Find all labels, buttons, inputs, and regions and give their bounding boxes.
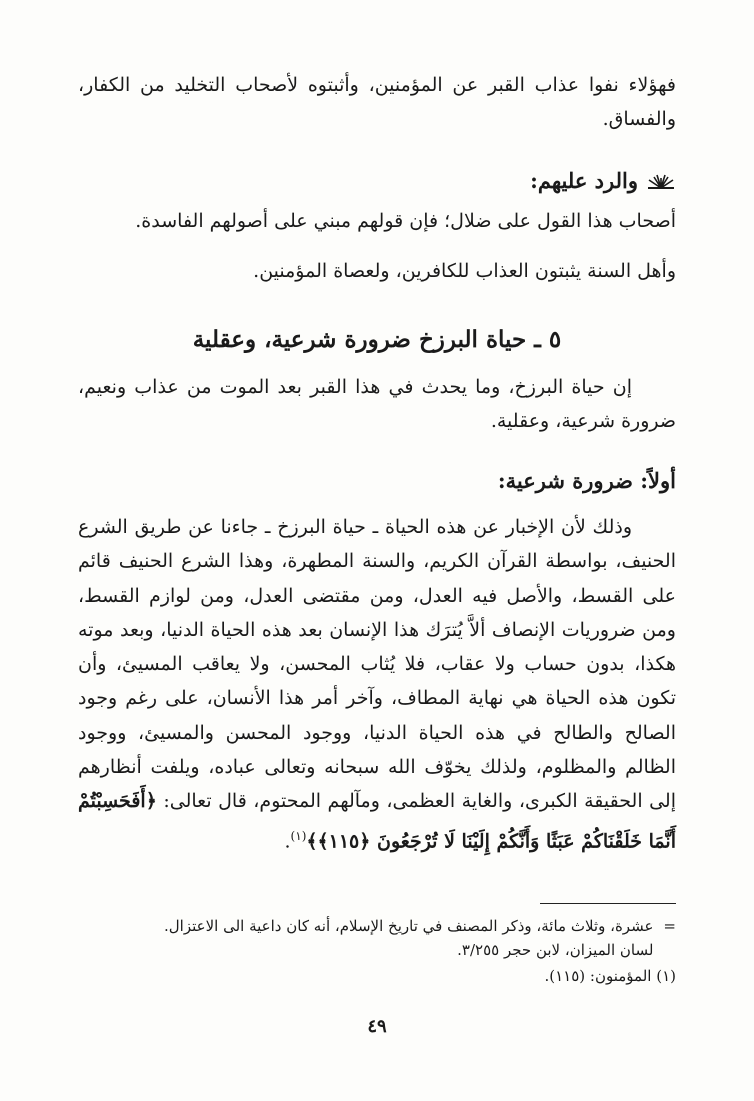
reply-paragraph-2: وأهل السنة يثبتون العذاب للكافرين، ولعصاة المؤمنين. bbox=[253, 260, 676, 283]
footnote-continued-line-1: عشرة، وثلاث مائة، وذكر المصنف في تاريخ الإسلام، أنه كان داعية الى الاعتزال. bbox=[164, 917, 654, 935]
reply-block bbox=[78, 204, 676, 289]
first-heading: أولاً: ضرورة شرعية: bbox=[497, 468, 676, 493]
quran-verse: ﴿أَفَحَسِبْتُمْ أَنَّمَا خَلَقْنَاكُمْ عَبَثًا وَأَنَّكُمْ إِلَيْنَا لَا تُرْجَعُونَ ﴿١١٥﴾﴾ bbox=[78, 790, 676, 852]
main-block bbox=[78, 510, 676, 858]
intro-block bbox=[78, 68, 676, 137]
page-number: ٤٩ bbox=[367, 1016, 387, 1037]
reply-heading: والرد عليهم: bbox=[530, 168, 638, 193]
footnote-continuation-mark: = bbox=[663, 917, 676, 935]
footnote-continued-line-2: لسان الميزان، لابن حجر ٣/٢٥٥. bbox=[457, 941, 654, 959]
footnote-reference: (١) bbox=[290, 828, 307, 843]
section-title: ٥ ـ حياة البرزخ ضرورة شرعية، وعقلية bbox=[192, 326, 562, 353]
first-heading-block bbox=[78, 466, 676, 496]
palm-ornament-icon bbox=[646, 173, 676, 189]
end-dot: . bbox=[284, 830, 291, 852]
footnote-1: (١) المؤمنون: (١١٥). bbox=[544, 967, 676, 985]
section-intro-paragraph: إن حياة البرزخ، وما يحدث في هذا القبر بعد الموت من عذاب ونعيم، ضرورة شرعية، وعقلية. bbox=[78, 376, 676, 433]
reply-paragraph-1: أصحاب هذا القول على ضلال؛ فإن قولهم مبني على أصولهم الفاسدة. bbox=[135, 210, 676, 232]
section-intro-block bbox=[78, 370, 676, 439]
main-text: وذلك لأن الإخبار عن هذه الحياة ـ حياة البرزخ ـ جاءنا عن طريق الشرع الحنيف، بواسطة القرآن الكريم، والسنة المطهرة، وهذا الشرع الحنيف قائم على القسط، والأصل فيه العدل، ومن مقتضى العدل، ومن لوازم القسط، ومن ضروريات الإنصاف ألاَّ يُترَك هذا الإنسان بعد هذه الحياة الدنيا، وبعد موته هكذا، بدون حساب ولا عقاب، فلا يُثاب المحسن، ولا يعاقب المسيئ، وأن تكون هذه الحياة هي نهاية المطاف، وآخر أمر هذا الأنسان، على رغم وجود الصالح والطالح في هذه الحياة الدنيا، ووجود المحسن والمسيئ، ووجود الظالم والمظلوم، ولذلك يخوّف الله سبحانه وتعالى عباده، ويلفت أنظارهم إلى الحقيقة الكبرى، والغاية العظمى، ومآلهم المحتوم، قال تعالى: bbox=[78, 516, 677, 813]
main-paragraph bbox=[78, 510, 676, 858]
reply-heading-row bbox=[78, 166, 676, 196]
section-title-block bbox=[78, 322, 676, 358]
footnotes-block bbox=[78, 914, 676, 988]
intro-paragraph: فهؤلاء نفوا عذاب القبر عن المؤمنين، وأثبتوه لأصحاب التخليد من الكفار، والفساق. bbox=[78, 74, 676, 131]
footnote-separator bbox=[540, 903, 676, 904]
